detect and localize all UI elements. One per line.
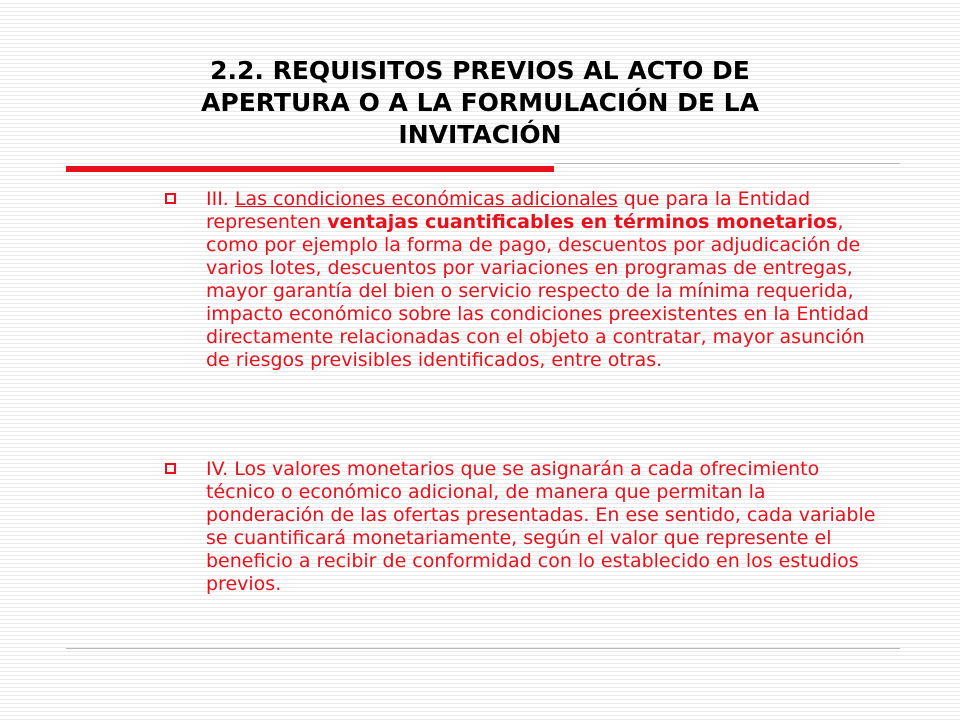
hollow-square-bullet-icon [165,463,176,474]
bullet-text-iv: IV. Los valores monetarios que se asignarán a cada ofrecimiento técnico o económico adicional, de manera que permitan la ponderación de las ofertas presentadas. En ese sentido, cada variable se cuantificará monetariamente, según el valor que represente el beneficio a recibir de conformidad con lo establecido en los estudios previos. [206,458,876,595]
bullet-mid-text: que para la Entidad representen [206,188,811,233]
underlined-phrase: Las condiciones económicas adicionales [234,188,618,210]
hollow-square-bullet-icon [165,193,176,204]
bullet-rest-text: , como por ejemplo la forma de pago, descuentos por adjudicación de varios lotes, descuentos por variaciones en programas de entregas, mayor garantía del bien o servicio respecto de la mínima requerida, impacto económico sobre las condiciones preexistentes en la Entidad directamente relacionadas con el objeto a contratar, mayor asunción de riesgos previsibles identificados, entre otras. [206,211,869,371]
title-accent-rule [66,166,554,172]
title-divider-line [554,163,900,164]
bold-phrase: ventajas cuantificables en términos monetarios [327,211,838,233]
slide-title: 2.2. REQUISITOS PREVIOS AL ACTO DE APERTURA O A LA FORMULACIÓN DE LA INVITACIÓN [201,56,759,149]
bullet-text-iii [206,188,886,372]
footer-divider-line [66,648,900,649]
bullet-prefix: III. [206,188,235,210]
